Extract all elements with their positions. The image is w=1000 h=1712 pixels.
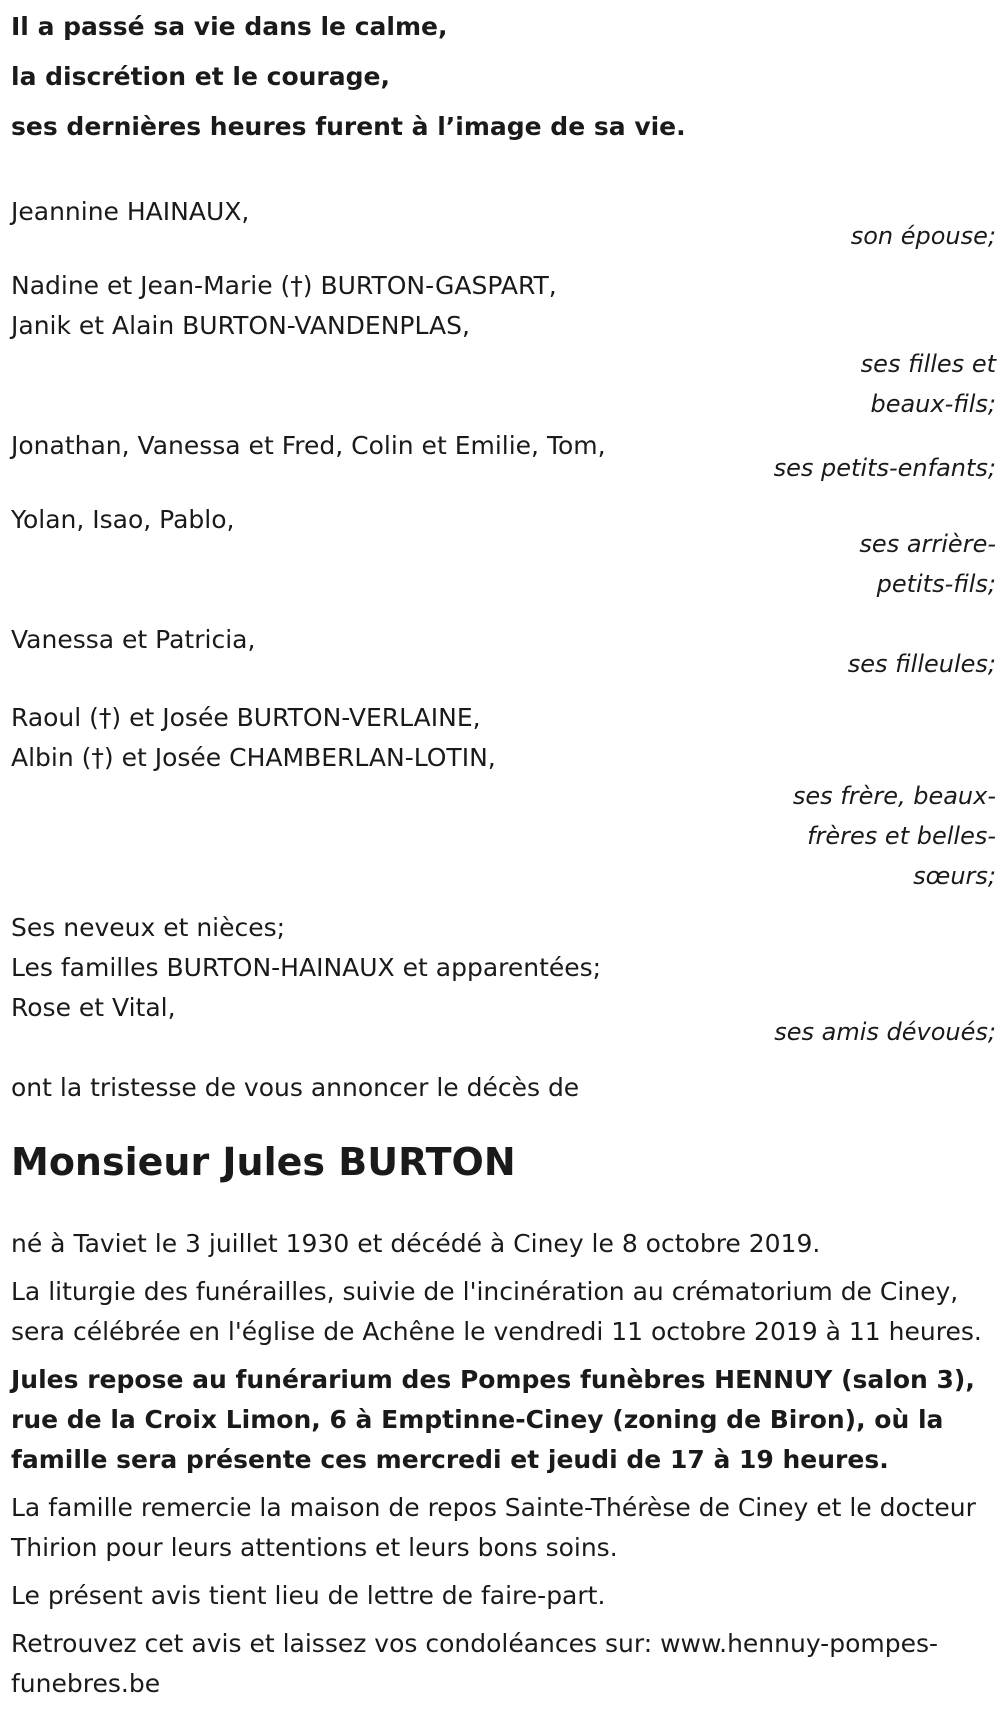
family-name-line: Ses neveux et nièces; [11,913,286,942]
family-names [11,698,996,778]
intro-line: la discrétion et le courage, [11,62,390,91]
family-name-line: Nadine et Jean-Marie (†) BURTON-GASPART, [11,271,557,300]
family-name-line: Yolan, Isao, Pablo, [11,505,235,534]
deceased-name: Monsieur Jules BURTON [11,1140,516,1184]
family-role: ses filles et beaux-fils; [860,350,996,418]
family-role: son épouse; [850,222,996,250]
notice-text: Le présent avis tient lieu de lettre de faire-part. [11,1581,606,1610]
family-name-line: Rose et Vital, [11,993,176,1022]
family-name-line: Janik et Alain BURTON-VANDENPLAS, [11,311,470,340]
family-group-relatives-friends [11,908,996,1052]
family-group-spouse [11,192,996,256]
family-names [11,908,996,1028]
family-group-great-grandchildren [11,500,996,604]
family-names [11,266,996,346]
family-group-grandchildren [11,426,996,488]
family-group-goddaughters [11,620,996,684]
family-name-line: Jonathan, Vanessa et Fred, Colin et Emilie, Tom, [11,431,606,460]
family-name-line: Albin (†) et Josée CHAMBERLAN-LOTIN, [11,743,496,772]
family-group-daughters [11,266,996,424]
family-name-line: Les familles BURTON-HAINAUX et apparentées; [11,953,602,982]
family-name-line: Jeannine HAINAUX, [11,197,250,226]
family-role: ses arrière-petits-fils; [859,530,996,598]
family-name-line: Vanessa et Patricia, [11,625,256,654]
family-group-siblings [11,698,996,896]
intro-line: ses dernières heures furent à l’image de sa vie. [11,112,686,141]
intro-verse [11,2,996,152]
family-role: ses frère, beaux-frères et belles-sœurs; [792,782,996,890]
family-role: ses amis dévoués; [774,1018,996,1046]
announcement-text: ont la tristesse de vous annoncer le décès de [11,1073,580,1102]
liturgy-text: La liturgie des funérailles, suivie de l'incinération au crématorium de Ciney, sera célébrée en l'église de Achêne le vendredi 11 octobre 2019 à 11 heures. [11,1277,982,1346]
thanks-text: La famille remercie la maison de repos Sainte-Thérèse de Ciney et le docteur Thirion pour leurs attentions et leurs bons soins. [11,1493,976,1562]
family-role: ses petits-enfants; [773,454,996,482]
visitation-text: Jules repose au funérarium des Pompes funèbres HENNUY (salon 3), rue de la Croix Limon, 6 à Emptinne-Ciney (zoning de Biron), où la famille sera présente ces mercredi et jeudi de 17 à 19 heures. [11,1365,975,1474]
intro-line: Il a passé sa vie dans le calme, [11,12,448,41]
obituary-notice [11,0,996,1712]
birth-death-text: né à Taviet le 3 juillet 1930 et décédé à Ciney le 8 octobre 2019. [11,1229,821,1258]
family-name-line: Raoul (†) et Josée BURTON-VERLAINE, [11,703,481,732]
website-text: Retrouvez cet avis et laissez vos condoléances sur: www.hennuy-pompes-funebres.be [11,1629,939,1698]
family-role: ses filleules; [847,650,996,678]
